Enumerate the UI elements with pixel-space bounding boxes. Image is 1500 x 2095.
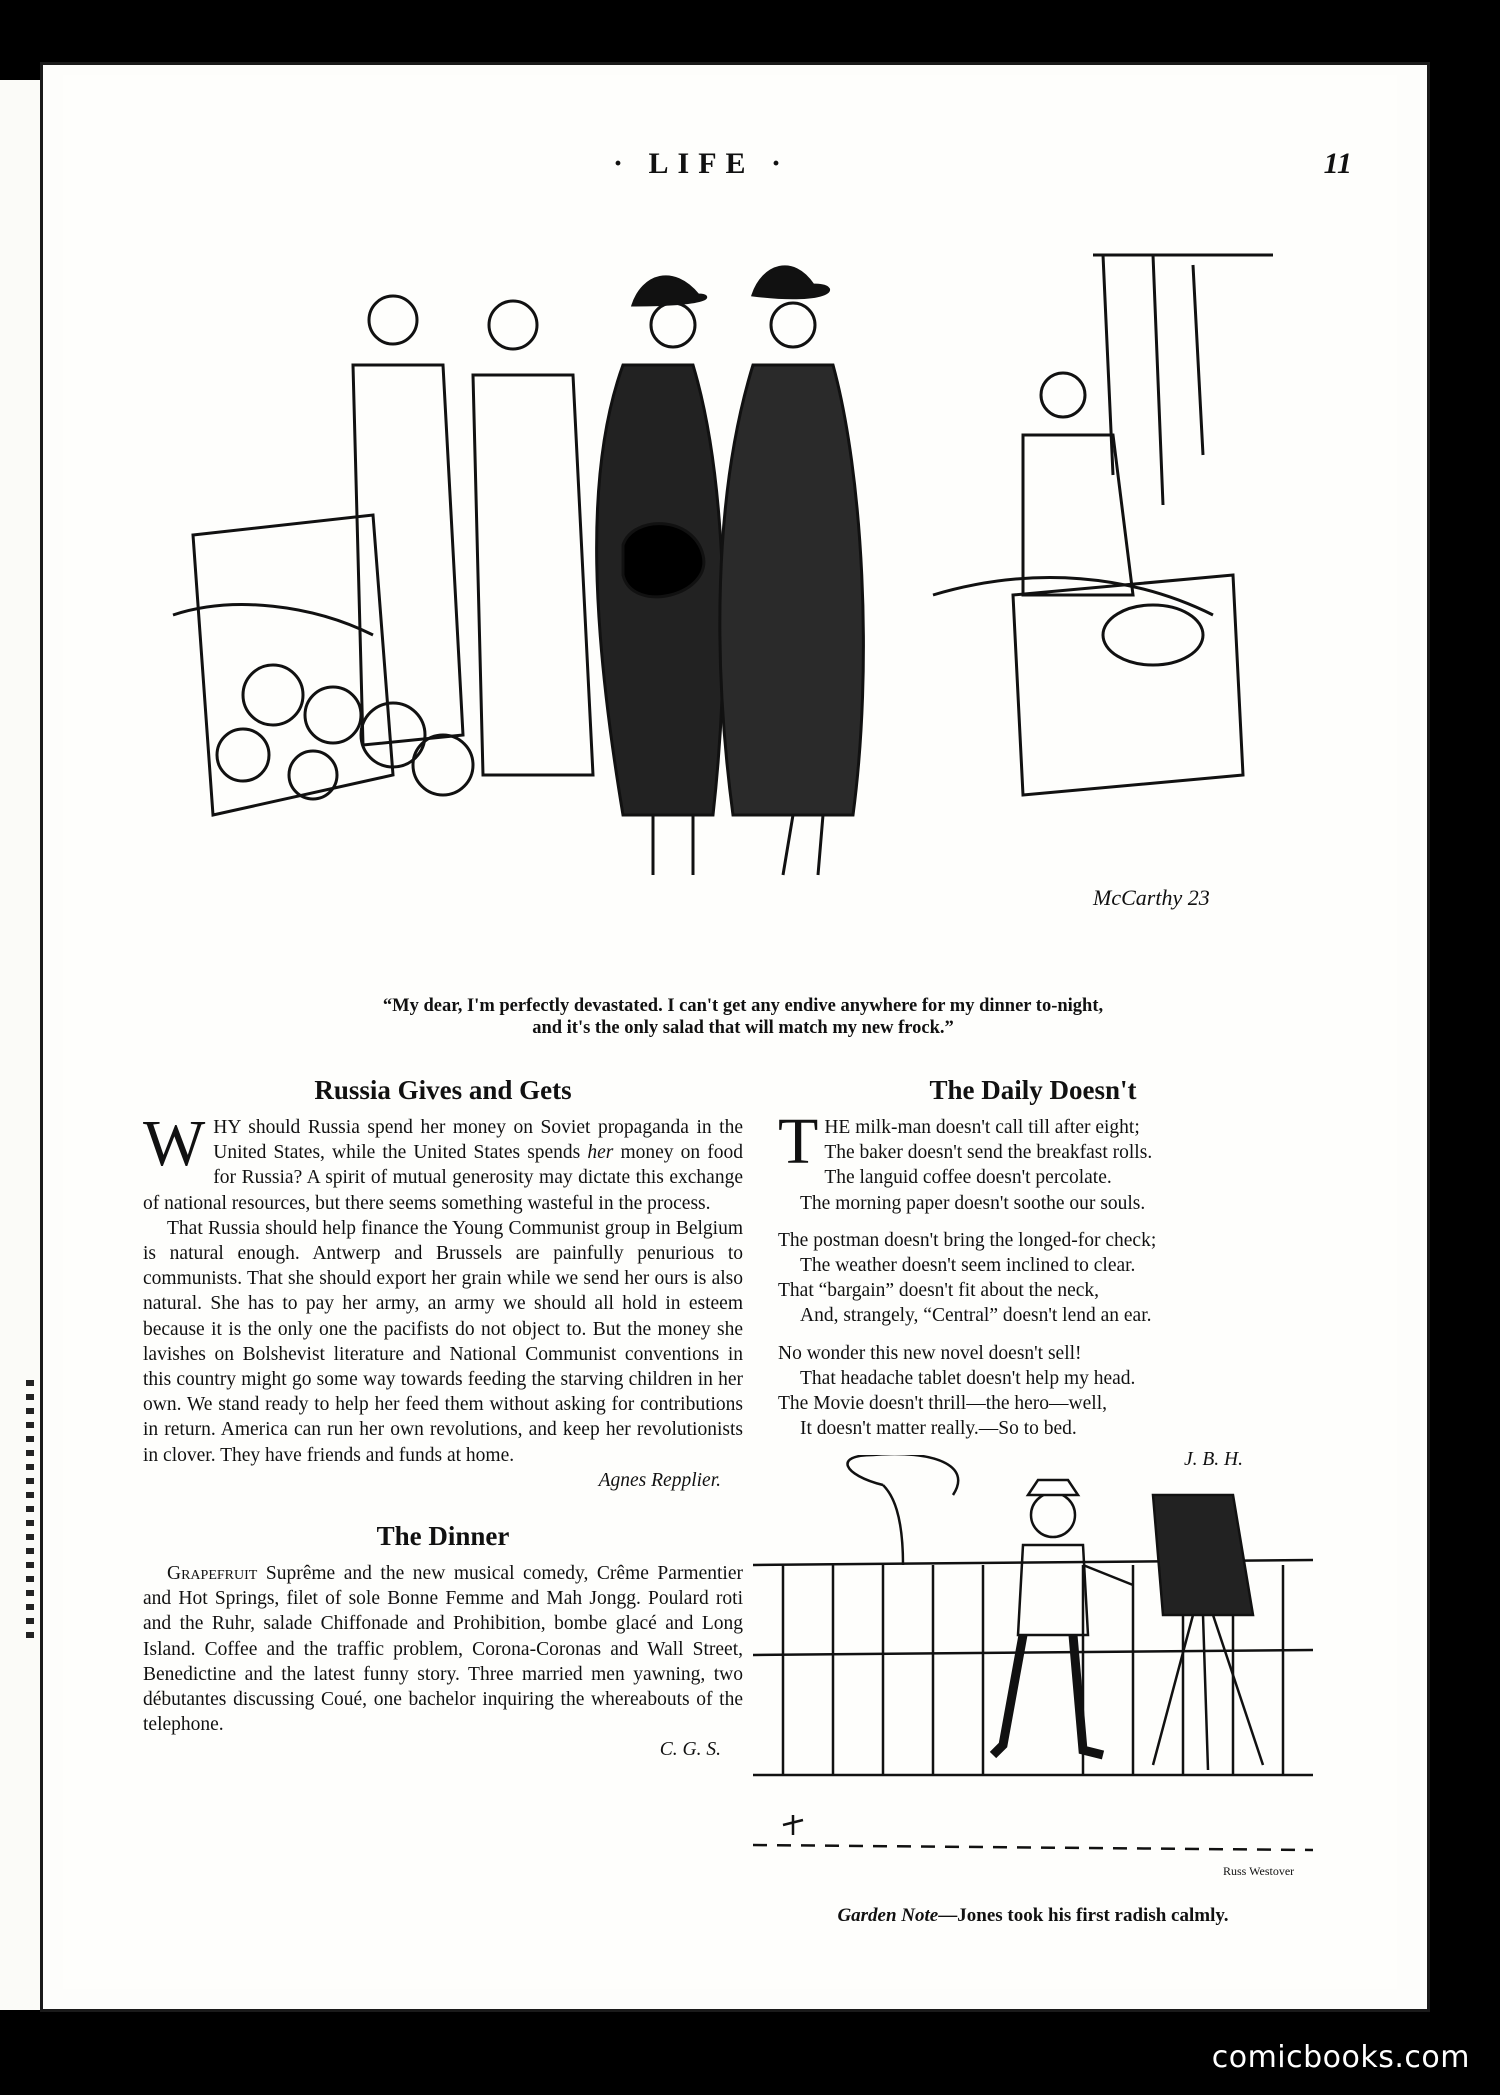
garden-caption-em: Garden Note (837, 1905, 939, 1926)
garden-caption (753, 1905, 1313, 1927)
drop-cap: T (778, 1105, 819, 1178)
russia-text-em: her (587, 1142, 614, 1164)
poem-line: The morning paper doesn't soothe our souls. (800, 1192, 1146, 1214)
cartoonist-signature: Russ Westover (1223, 1864, 1295, 1878)
illustration-caption (243, 995, 1243, 1039)
site-watermark: comicbooks.com (1211, 2040, 1470, 2075)
illustrator-signature: McCarthy 23 (1093, 885, 1210, 910)
russia-signature: Agnes Repplier. (598, 1469, 721, 1491)
magazine-page (40, 62, 1430, 2012)
russia-paragraph-1 (143, 1107, 743, 1216)
adjacent-page-edge (0, 80, 40, 2010)
russia-text-b: money on food for Russia? A spirit of mutual generosity may dictate this exchange of national resources, but there seems something wasteful in the process. (143, 1142, 743, 1214)
poem-line: That “bargain” doesn't fit about the neck, (778, 1280, 1099, 1302)
dinner-lead: Grapefruit (167, 1563, 258, 1585)
page-number: 11 (1323, 147, 1352, 180)
caption-line-2: and it's the only salad that will match my new frock.” (532, 1018, 954, 1038)
poem-line: The Movie doesn't thrill—the hero—well, (778, 1393, 1107, 1415)
caption-line-1: “My dear, I'm perfectly devastated. I can't get any endive anywhere for my dinner to-night, (382, 996, 1104, 1016)
article-title-dinner: The Dinner (376, 1521, 510, 1552)
stanza-2 (778, 1228, 1313, 1329)
masthead (63, 147, 1397, 187)
stanza-3 (778, 1341, 1313, 1442)
left-column (143, 1073, 743, 1763)
poem-signature: J. B. H. (1183, 1449, 1243, 1471)
garden-cartoon (753, 1455, 1313, 1905)
poem-line: It doesn't matter really.—So to bed. (800, 1418, 1077, 1440)
poem-body (753, 1105, 1313, 1441)
dinner-body: Suprême and the new musical comedy, Crême Parmentier and Hot Springs, filet of sole Bonne Femme and Mah Jongg. Poulard roti and the Ruhr, salade Chiffonade and Prohibition, bombe glacé and Long Island. Coffee and the traffic problem, Corona-Coronas and Wall Street, Benedictine and the latest funny story. Three married men yawning, two débutantes discussing Coué, one bachelor inquiring the whereabouts of the telephone. (143, 1563, 743, 1736)
poem-line: The postman doesn't bring the longed-for check; (778, 1229, 1157, 1251)
garden-caption-rest: —Jones took his first radish calmly. (938, 1905, 1229, 1926)
dinner-signature: C. G. S. (659, 1739, 721, 1761)
poem-line: That headache tablet doesn't help my head. (800, 1367, 1136, 1389)
drop-cap: W (143, 1107, 206, 1180)
russia-paragraph-2: That Russia should help finance the Young Communist group in Belgium is natural enough. Antwerp and Brussels are painfully penurious to communists. That she should export her grain while we send her ours is also natural. She has to pay her army, an army we should all hold in esteem because it is the only one the pacifists do not object to. But the money she lavishes on Bolshevist literature and National Communist conventions in this country might go some way towards feeding the starving children in her own. We stand ready to help her feed them without asking for contributions in return. America can run her own revolutions, and keep her revolutionists in clover. They have friends and funds at home. (143, 1217, 743, 1466)
russia-text-a: HY should Russia spend her money on Soviet propaganda in the United States, while the United States spends (213, 1117, 743, 1164)
poem-line: The languid coffee doesn't percolate. (824, 1167, 1112, 1189)
magazine-title: · LIFE · (613, 147, 791, 180)
poem-line: The weather doesn't seem inclined to clear. (800, 1255, 1136, 1277)
poem-line: HE milk-man doesn't call till after eight; (824, 1117, 1140, 1138)
stanza-1 (778, 1105, 1313, 1216)
market-illustration (153, 215, 1303, 985)
poem-title: The Daily Doesn't (929, 1075, 1137, 1105)
poem-line: The baker doesn't send the breakfast rolls. (824, 1142, 1153, 1164)
dinner-paragraph (143, 1561, 743, 1737)
poem-line: And, strangely, “Central” doesn't lend an ear. (800, 1305, 1152, 1327)
poem-line: No wonder this new novel doesn't sell! (778, 1342, 1082, 1364)
article-title-russia: Russia Gives and Gets (314, 1075, 572, 1105)
right-column (753, 1073, 1313, 1473)
